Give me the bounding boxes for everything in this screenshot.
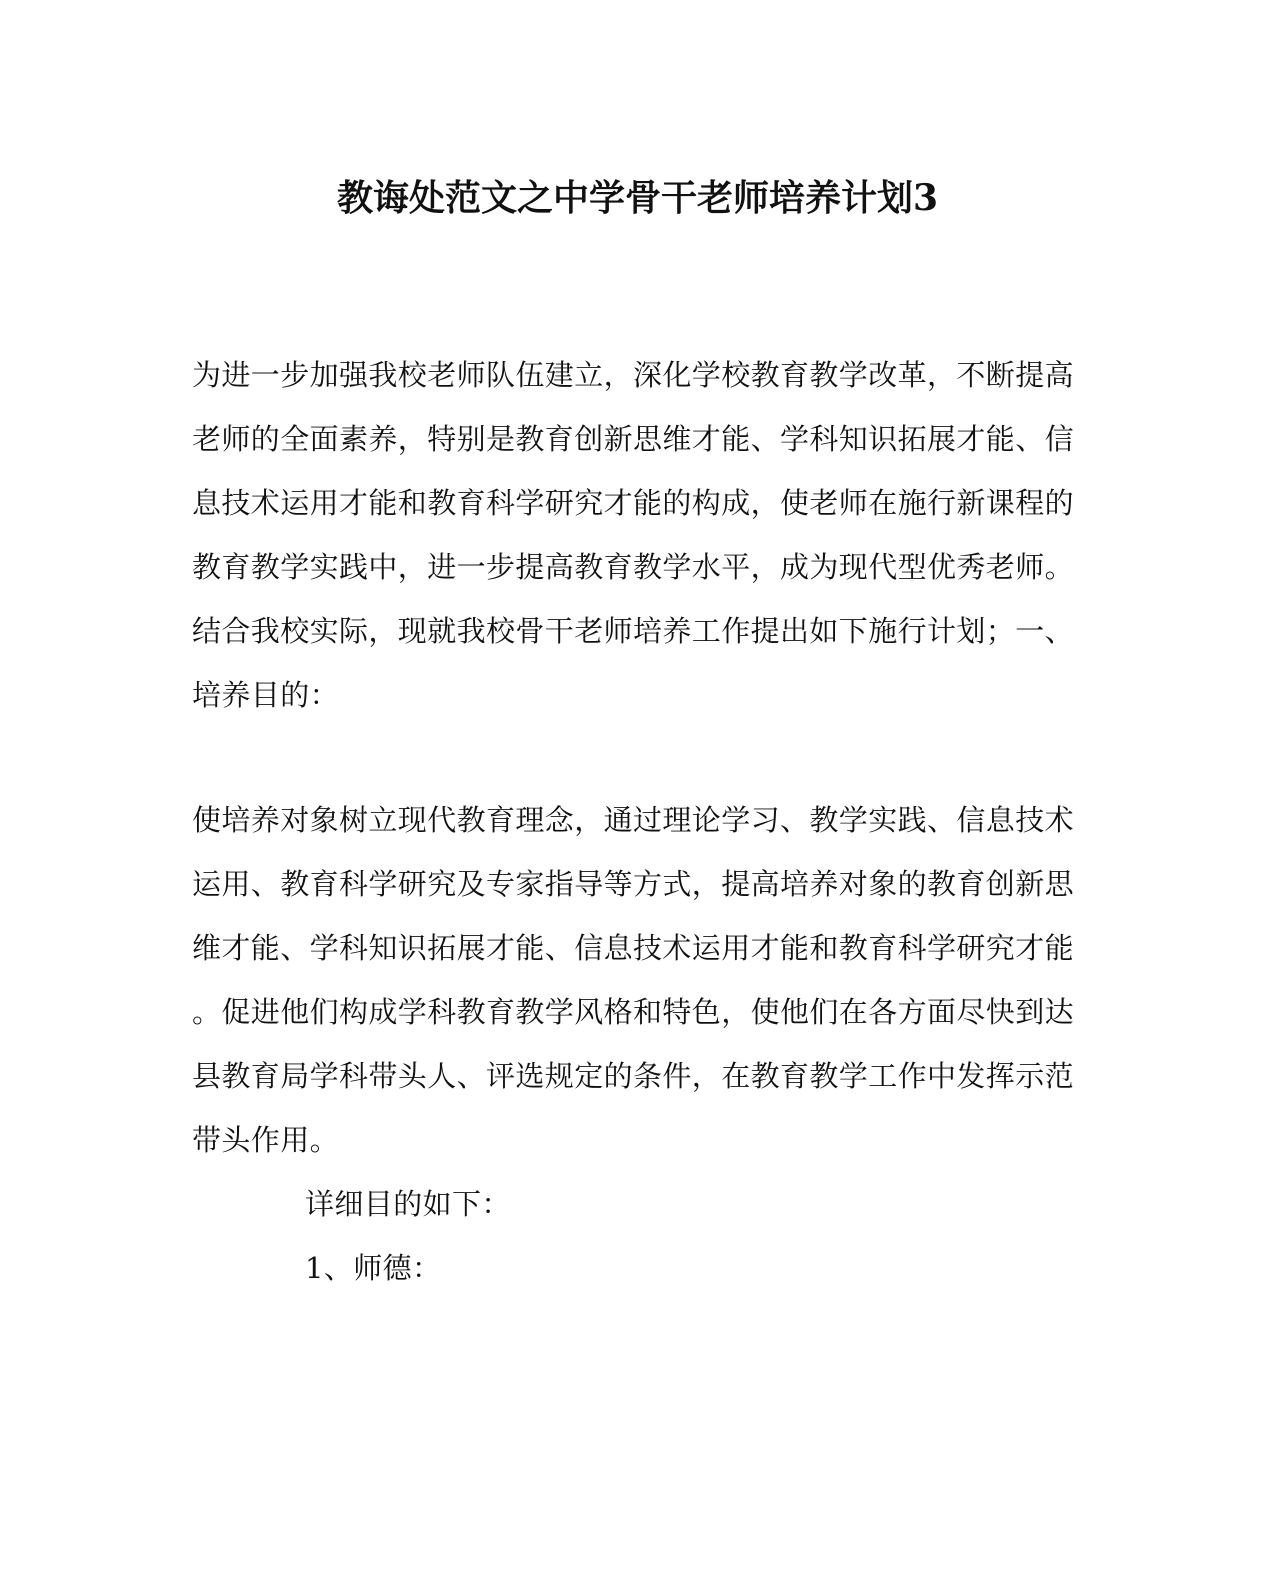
- paragraph-line: 老师的全面素养，特别是教育创新思维才能、学科知识拓展才能、信: [192, 422, 1075, 456]
- paragraph-goals: [192, 788, 1075, 1172]
- paragraph-line: 为进一步加强我校老师队伍建立，深化学校教育教学改革，不断提高: [192, 358, 1075, 392]
- paragraph-line: 带头作用。: [192, 1123, 340, 1157]
- paragraph-line: 培养目的：: [192, 678, 340, 712]
- paragraph-line: 维才能、学科知识拓展才能、信息技术运用才能和教育科学研究才能: [192, 931, 1075, 965]
- subheading-detailed-goals: 详细目的如下：: [305, 1187, 511, 1221]
- paragraph-line: 息技术运用才能和教育科学研究才能的构成，使老师在施行新课程的: [192, 486, 1075, 520]
- paragraph-line: 教育教学实践中，进一步提高教育教学水平，成为现代型优秀老师。: [192, 550, 1075, 584]
- paragraph-intro: [192, 343, 1075, 727]
- document-title: 教诲处范文之中学骨干老师培养计划3: [336, 177, 939, 219]
- subheading-ethics: 1、师德：: [305, 1251, 442, 1285]
- paragraph-line: 县教育局学科带头人、评选规定的条件，在教育教学工作中发挥示范: [192, 1059, 1075, 1093]
- paragraph-line: 使培养对象树立现代教育理念，通过理论学习、教学实践、信息技术: [192, 803, 1075, 837]
- paragraph-line: 。促进他们构成学科教育教学风格和特色，使他们在各方面尽快到达: [192, 995, 1075, 1029]
- paragraph-line: 运用、教育科学研究及专家指导等方式，提高培养对象的教育创新思: [192, 867, 1075, 901]
- paragraph-line: 结合我校实际，现就我校骨干老师培养工作提出如下施行计划；一、: [192, 614, 1075, 648]
